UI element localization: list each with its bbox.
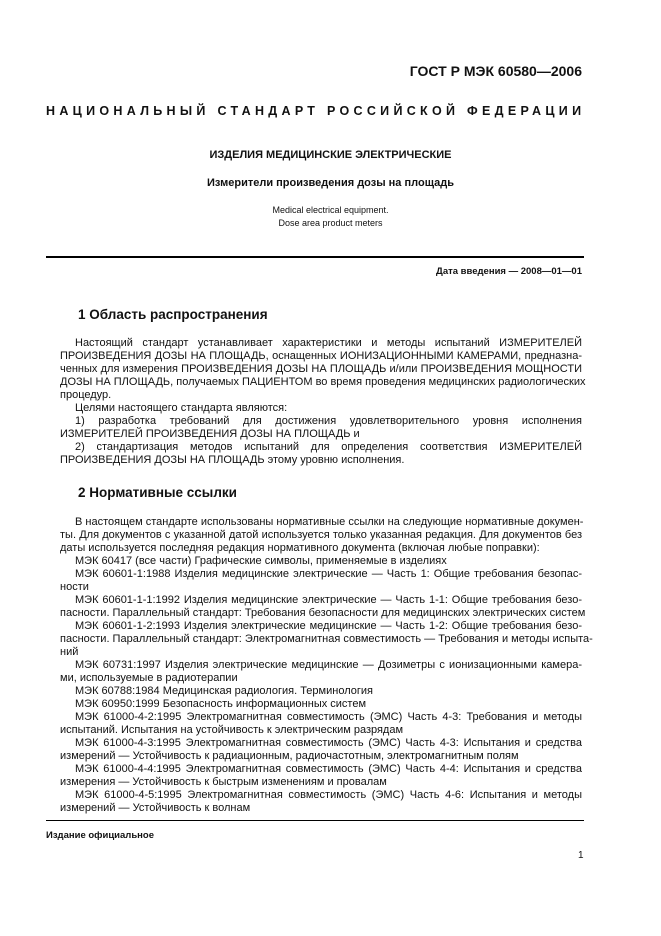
- paragraph-line: ченных для измерения ПРОИЗВЕДЕНИЯ ДОЗЫ НА ПЛОЩАДЬ и/или ПРОИЗВЕДЕНИЯ МОЩНОСТИ: [60, 363, 582, 375]
- paragraph-line: 1) разработка требований для достижения удовлетворительного уровня исполнения: [75, 415, 582, 427]
- paragraph-line: даты используется последняя редакция нормативного документа (включая любые поправки):: [60, 542, 540, 554]
- reference-line: измерения — Устойчивость к быстрым изменениям и провалам: [60, 776, 387, 788]
- national-standard-banner: НАЦИОНАЛЬНЫЙ СТАНДАРТ РОССИЙСКОЙ ФЕДЕРАЦИИ: [46, 104, 586, 118]
- reference-line: испытаний. Испытания на устойчивость к электрическим разрядам: [60, 724, 404, 736]
- reference-line: МЭК 60950:1999 Безопасность информационных систем: [75, 698, 367, 710]
- document-number: ГОСТ Р МЭК 60580—2006: [409, 63, 582, 79]
- edition-label: Издание официальное: [46, 830, 154, 841]
- english-title-line-2: Dose area product meters: [278, 218, 383, 228]
- reference-line: МЭК 60601-1:1988 Изделия медицинские электрические — Часть 1: Общие требования безопас-: [75, 568, 582, 580]
- introduction-date: Дата введения — 2008—01—01: [436, 266, 582, 277]
- document-title: ИЗДЕЛИЯ МЕДИЦИНСКИЕ ЭЛЕКТРИЧЕСКИЕ: [209, 149, 452, 161]
- reference-line: МЭК 61000-4-3:1995 Электромагнитная совместимость (ЭМС) Часть 4-3: Испытания и средства: [75, 737, 582, 749]
- paragraph-line: Настоящий стандарт устанавливает характеристики и методы испытаний ИЗМЕРИТЕЛЕЙ: [75, 337, 582, 349]
- reference-line: измерений — Устойчивость к радиационным, радиочастотным, электромагнитным полям: [60, 750, 519, 762]
- reference-line: пасности. Параллельный стандарт: Требования безопасности для медицинских электрических систем: [60, 607, 586, 619]
- reference-line: ми, используемые в радиотерапии: [60, 672, 238, 684]
- paragraph-line: процедур.: [60, 389, 112, 401]
- reference-line: МЭК 61000-4-5:1995 Электромагнитная совместимость (ЭМС) Часть 4-6: Испытания и методы: [75, 789, 582, 801]
- paragraph-line: ПРОИЗВЕДЕНИЯ ДОЗЫ НА ПЛОЩАДЬ, оснащенных ИОНИЗАЦИОННЫМИ КАМЕРАМИ, предназна-: [60, 350, 582, 362]
- reference-line: МЭК 61000-4-4:1995 Электромагнитная совместимость (ЭМС) Часть 4-4: Испытания и средства: [75, 763, 582, 775]
- reference-line: МЭК 60788:1984 Медицинская радиология. Терминология: [75, 685, 373, 697]
- page-number: 1: [578, 850, 584, 861]
- reference-line: МЭК 61000-4-2:1995 Электромагнитная совместимость (ЭМС) Часть 4-3: Требования и методы: [75, 711, 582, 723]
- paragraph-line: ИЗМЕРИТЕЛЕЙ ПРОИЗВЕДЕНИЯ ДОЗЫ НА ПЛОЩАДЬ и: [60, 428, 360, 440]
- reference-line: ний: [60, 646, 79, 658]
- section-2-heading: 2 Нормативные ссылки: [78, 485, 237, 500]
- reference-line: измерений — Устойчивость к волнам: [60, 802, 251, 814]
- reference-line: МЭК 60601-1-1:1992 Изделия медицинские электрические — Часть 1-1: Общие требования безо-: [75, 594, 582, 606]
- english-title-line-1: Medical electrical equipment.: [272, 205, 389, 215]
- reference-line: МЭК 60731:1997 Изделия электрические медицинские — Дозиметры с ионизационными камера-: [75, 659, 582, 671]
- reference-line: пасности. Параллельный стандарт: Электромагнитная совместимость — Требования и методы испыта-: [60, 633, 593, 645]
- header-divider: [46, 256, 584, 258]
- document-subtitle: Измерители произведения дозы на площадь: [207, 177, 454, 189]
- paragraph-line: ты. Для документов с указанной датой используется только указанная редакция. Для документов без: [60, 529, 582, 541]
- footer-divider: [46, 820, 584, 821]
- paragraph-line: ДОЗЫ НА ПЛОЩАДЬ, получаемых ПАЦИЕНТОМ во время проведения медицинских радиологических: [60, 376, 586, 388]
- reference-line: МЭК 60601-1-2:1993 Изделия электрические медицинские — Часть 1-2: Общие требования безо-: [75, 620, 582, 632]
- paragraph-line: Целями настоящего стандарта являются:: [75, 402, 288, 414]
- section-1-heading: 1 Область распространения: [78, 307, 268, 322]
- paragraph-line: 2) стандартизация методов испытаний для определения соответствия ИЗМЕРИТЕЛЕЙ: [75, 441, 582, 453]
- paragraph-line: ПРОИЗВЕДЕНИЯ ДОЗЫ НА ПЛОЩАДЬ этому уровню исполнения.: [60, 454, 405, 466]
- reference-line: ности: [60, 581, 89, 593]
- paragraph-line: В настоящем стандарте использованы нормативные ссылки на следующие нормативные докумен-: [75, 516, 584, 528]
- reference-line: МЭК 60417 (все части) Графические символы, применяемые в изделиях: [75, 555, 447, 567]
